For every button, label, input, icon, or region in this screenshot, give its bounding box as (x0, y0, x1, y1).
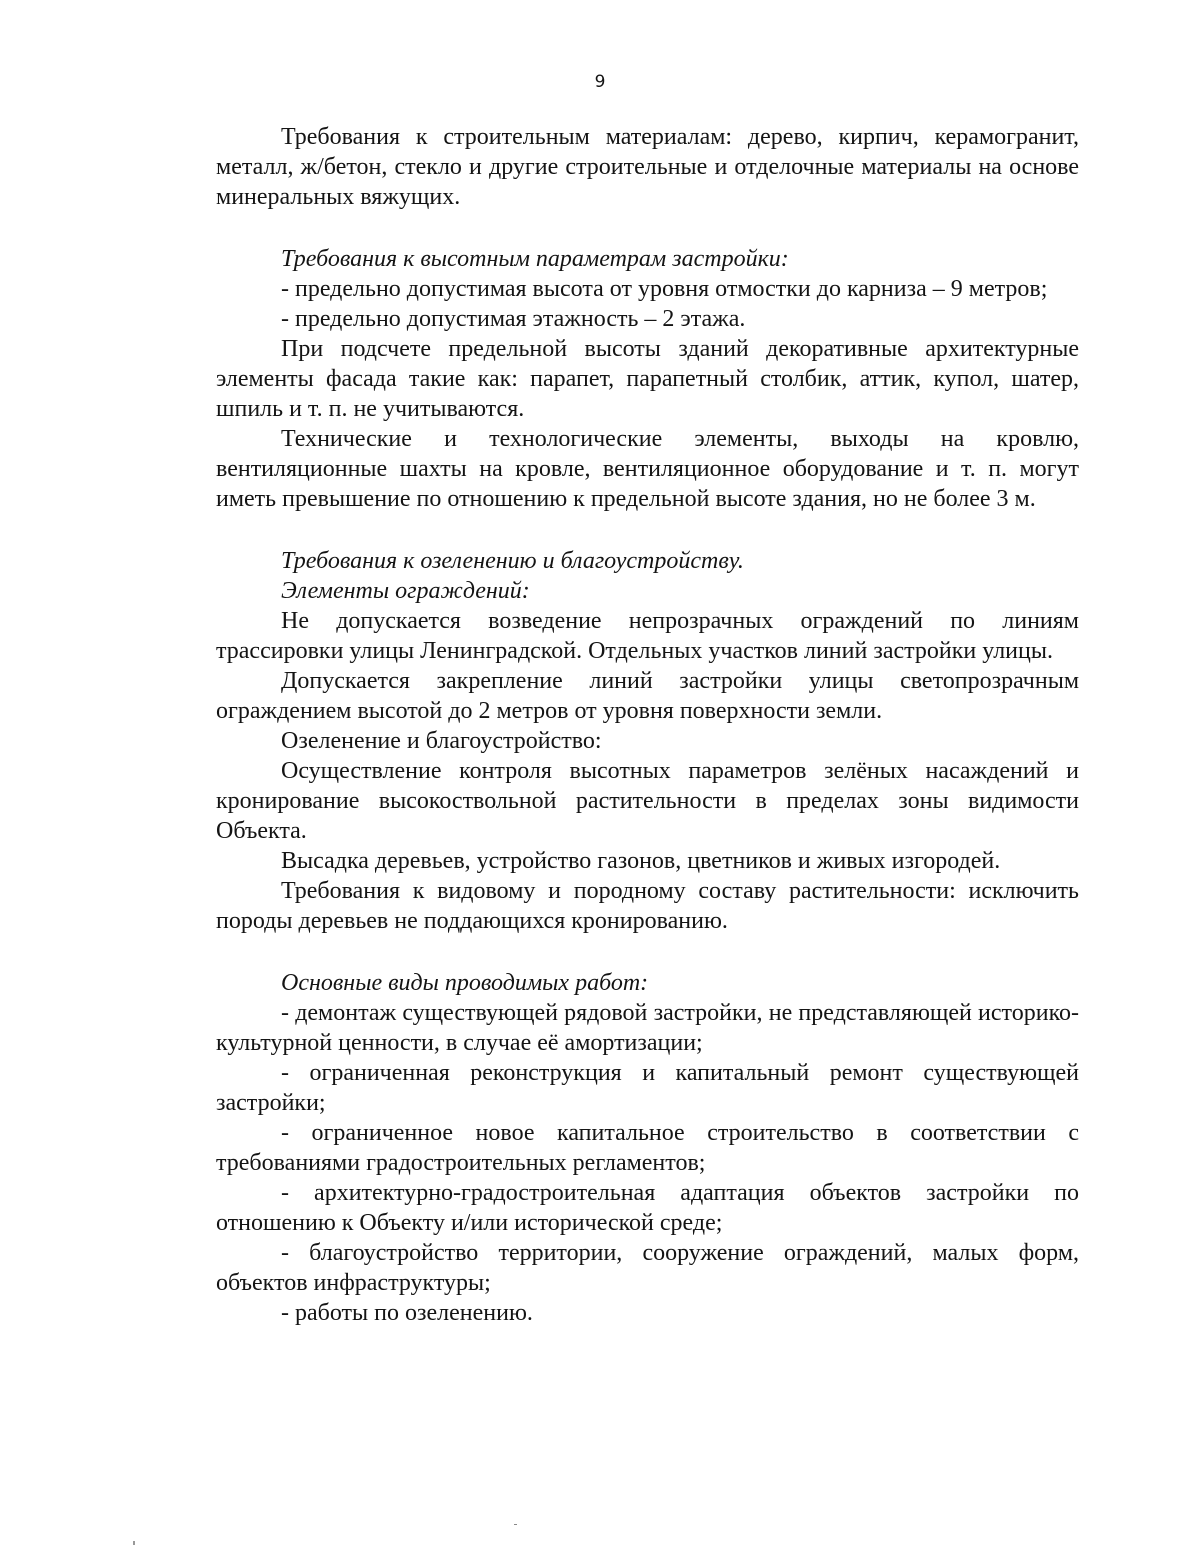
document-body (216, 122, 1079, 1328)
paragraph: - предельно допустимая высота от уровня отмостки до карниза – 9 метров; (281, 276, 1048, 302)
section-heading: Требования к высотным параметрам застройки: (281, 246, 789, 272)
paragraph: - работы по озеленению. (281, 1300, 533, 1326)
paragraph: - ограниченное новое капитальное строительство в соответствии с требованиями градостроительных регламентов; (216, 1120, 1079, 1176)
paragraph: - ограниченная реконструкция и капитальный ремонт существующей застройки; (216, 1060, 1079, 1116)
section-heading: Требования к озеленению и благоустройству. (281, 548, 744, 574)
section-gap (216, 212, 1079, 244)
section-gap (216, 514, 1079, 546)
paragraph: Озеленение и благоустройство: (281, 728, 602, 754)
paragraph: - демонтаж существующей рядовой застройки, не представляющей историко-культурной ценности, в случае её амортизации; (216, 1000, 1079, 1056)
section-gap (216, 936, 1079, 968)
section-heading: Элементы ограждений: (281, 578, 530, 604)
paragraph: - предельно допустимая этажность – 2 этажа. (281, 306, 746, 332)
paragraph: Высадка деревьев, устройство газонов, цветников и живых изгородей. (281, 848, 1001, 874)
paragraph: Технические и технологические элементы, выходы на кровлю, вентиляционные шахты на кровле, вентиляционное оборудование и т. п. могут иметь превышение по отношению к предельной высоте здания, но не более 3 м. (216, 426, 1079, 512)
paragraph: Требования к видовому и породному составу растительности: исключить породы деревьев не поддающихся кронированию. (216, 878, 1079, 934)
page-number: 9 (594, 72, 606, 92)
paragraph: - благоустройство территории, сооружение ограждений, малых форм, объектов инфраструктуры; (216, 1240, 1079, 1296)
scan-speck (514, 1524, 517, 1525)
paragraph: Осуществление контроля высотных параметров зелёных насаждений и кронирование высокоствольной растительности в пределах зоны видимости Объекта. (216, 758, 1079, 844)
scan-speck (133, 1541, 135, 1545)
paragraph: Требования к строительным материалам: дерево, кирпич, керамогранит, металл, ж/бетон, стекло и другие строительные и отделочные материалы на основе минеральных вяжущих. (216, 124, 1079, 210)
paragraph: - архитектурно-градостроительная адаптация объектов застройки по отношению к Объекту и/или исторической среде; (216, 1180, 1079, 1236)
paragraph: Не допускается возведение непрозрачных ограждений по линиям трассировки улицы Ленинградской. Отдельных участков линий застройки улицы. (216, 608, 1079, 664)
paragraph: При подсчете предельной высоты зданий декоративные архитектурные элементы фасада такие как: парапет, парапетный столбик, аттик, купол, шатер, шпиль и т. п. не учитываются. (216, 336, 1079, 422)
section-heading: Основные виды проводимых работ: (281, 970, 649, 996)
paragraph: Допускается закрепление линий застройки улицы светопрозрачным ограждением высотой до 2 метров от уровня поверхности земли. (216, 668, 1079, 724)
